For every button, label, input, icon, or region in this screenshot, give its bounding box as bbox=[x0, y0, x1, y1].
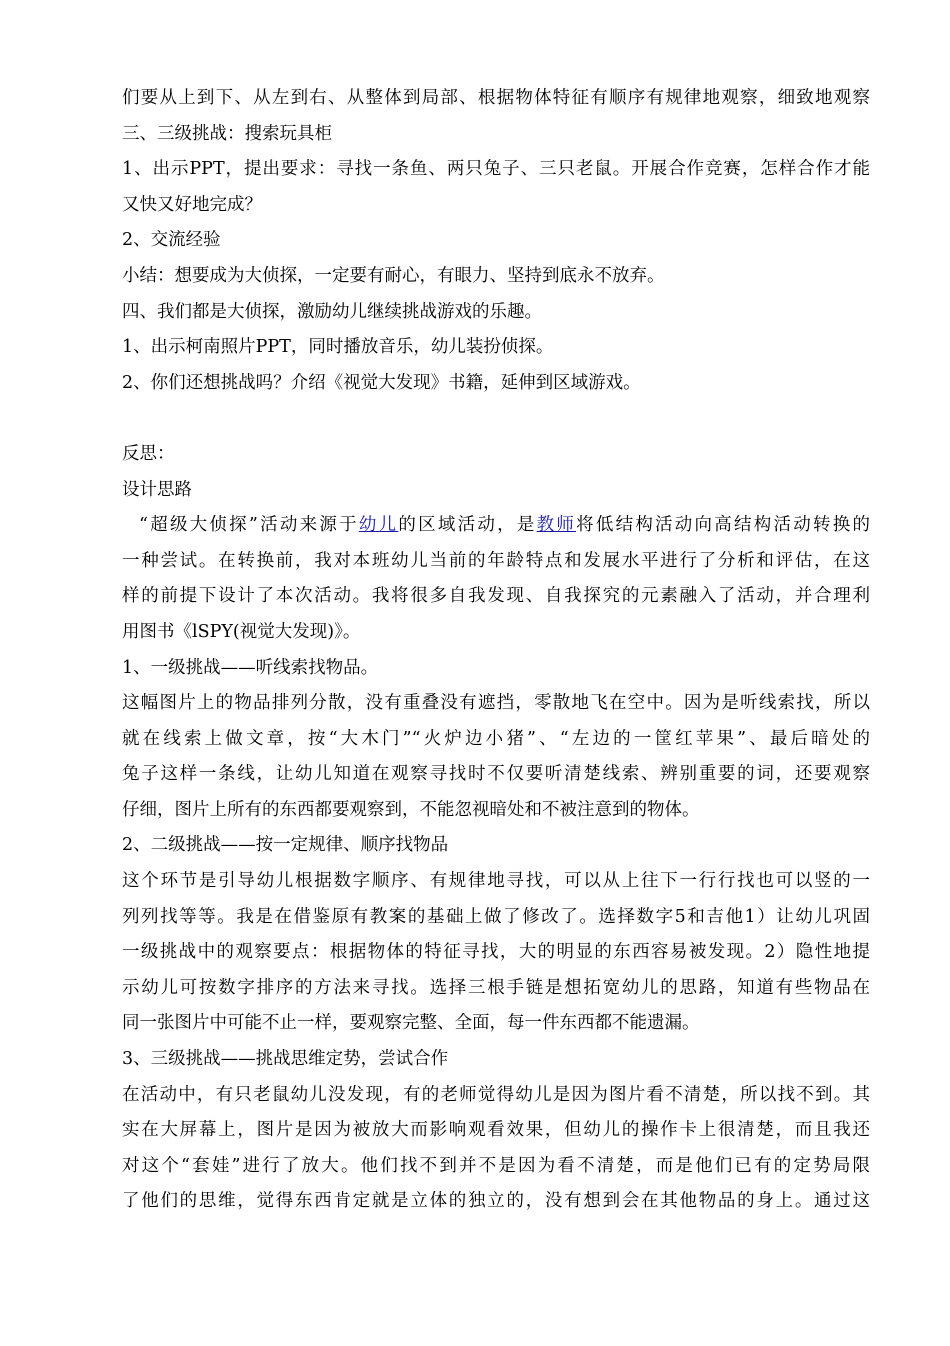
text-line: 用图书《lSPY(视觉大发现)》。 bbox=[122, 621, 361, 642]
text-line: 反思： bbox=[122, 443, 175, 464]
text-line: 四、我们都是大侦探，激励幼儿继续挑战游戏的乐趣。 bbox=[122, 301, 542, 322]
text-line: 在活动中，有只老鼠幼儿没发现，有的老师觉得幼儿是因为图片看不清楚，所以找不到。其 bbox=[122, 1084, 870, 1105]
text-line: 同一张图片中可能不止一样，要观察完整、全面，每一件东西都不能遗漏。 bbox=[122, 1013, 700, 1034]
text-line: 列列找等等。我是在借鉴原有教案的基础上做了修改了。选择数字5和吉他1）让幼儿巩固 bbox=[122, 906, 870, 927]
text-line: 3、三级挑战——挑战思维定势，尝试合作 bbox=[122, 1049, 449, 1070]
text-span: 的区域活动，是 bbox=[398, 515, 537, 536]
text-line: 2、你们还想挑战吗？介绍《视觉大发现》书籍，延伸到区域游戏。 bbox=[122, 372, 641, 393]
text-line: 实在大屏幕上，图片是因为被放大而影响观看效果，但幼儿的操作卡上很清楚，而且我还 bbox=[122, 1120, 870, 1141]
text-line: 这幅图片上的物品排列分散，没有重叠没有遮挡，零散地飞在空中。因为是听线索找，所以 bbox=[122, 693, 870, 714]
text-line: 又快又好地完成？ bbox=[122, 194, 262, 215]
text-line: 一种尝试。在转换前，我对本班幼儿当前的年龄特点和发展水平进行了分析和评估，在这 bbox=[122, 550, 870, 571]
text-line: 示幼儿可按数字排序的方法来寻找。选择三根手链是想拓宽幼儿的思路，知道有些物品在 bbox=[122, 977, 870, 998]
text-line: 1、一级挑战——听线索找物品。 bbox=[122, 657, 379, 678]
text-line: 们要从上到下、从左到右、从整体到局部、根据物体特征有顺序有规律地观察，细致地观察 bbox=[122, 88, 870, 108]
text-line: 仔细，图片上所有的东西都要观察到，不能忽视暗处和不被注意到的物体。 bbox=[122, 799, 700, 820]
document-page bbox=[122, 81, 870, 1220]
text-line: 兔子这样一条线，让幼儿知道在观察寻找时不仅要听清楚线索、辨别重要的词，还要观察 bbox=[122, 764, 870, 785]
text-line: 1、出示PPT，提出要求：寻找一条鱼、两只兔子、三只老鼠。开展合作竞赛，怎样合作才能 bbox=[122, 159, 870, 180]
text-line: 这个环节是引导幼儿根据数字顺序、有规律地寻找，可以从上往下一行行找也可以竖的一 bbox=[122, 871, 870, 892]
text-line: 一级挑战中的观察要点：根据物体的特征寻找，大的明显的东西容易被发现。2）隐性地提 bbox=[122, 942, 870, 963]
hyperlink[interactable]: 教师 bbox=[536, 515, 577, 536]
text-line: 1、出示柯南照片PPT，同时播放音乐，幼儿装扮侦探。 bbox=[122, 337, 554, 358]
text-line: 2、交流经验 bbox=[122, 230, 221, 251]
text-line: 三、三级挑战：搜索玩具柜 bbox=[122, 123, 332, 144]
text-span: “超级大侦探”活动来源于 bbox=[139, 515, 359, 536]
text-line: 就在线索上做文章，按“大木门”“火炉边小猪”、“左边的一筐红苹果”、最后暗处的 bbox=[122, 728, 870, 749]
text-line: 对这个“套娃”进行了放大。他们找不到并不是因为看不清楚，而是他们已有的定势局限 bbox=[122, 1155, 870, 1176]
text-line: 样的前提下设计了本次活动。我将很多自我发现、自我探究的元素融入了活动，并合理利 bbox=[122, 586, 870, 607]
text-line: 2、二级挑战——按一定规律、顺序找物品 bbox=[122, 835, 449, 856]
text-line: 设计思路 bbox=[122, 479, 192, 500]
blank-line bbox=[122, 401, 870, 437]
text-line: 了他们的思维，觉得东西肯定就是立体的独立的，没有想到会在其他物品的身上。通过这 bbox=[122, 1191, 870, 1212]
hyperlink[interactable]: 幼儿 bbox=[358, 515, 399, 536]
text-line bbox=[122, 508, 870, 544]
text-line: 小结：想要成为大侦探，一定要有耐心，有眼力、坚持到底永不放弃。 bbox=[122, 265, 665, 286]
text-span: 将低结构活动向高结构活动转换的 bbox=[576, 515, 870, 536]
